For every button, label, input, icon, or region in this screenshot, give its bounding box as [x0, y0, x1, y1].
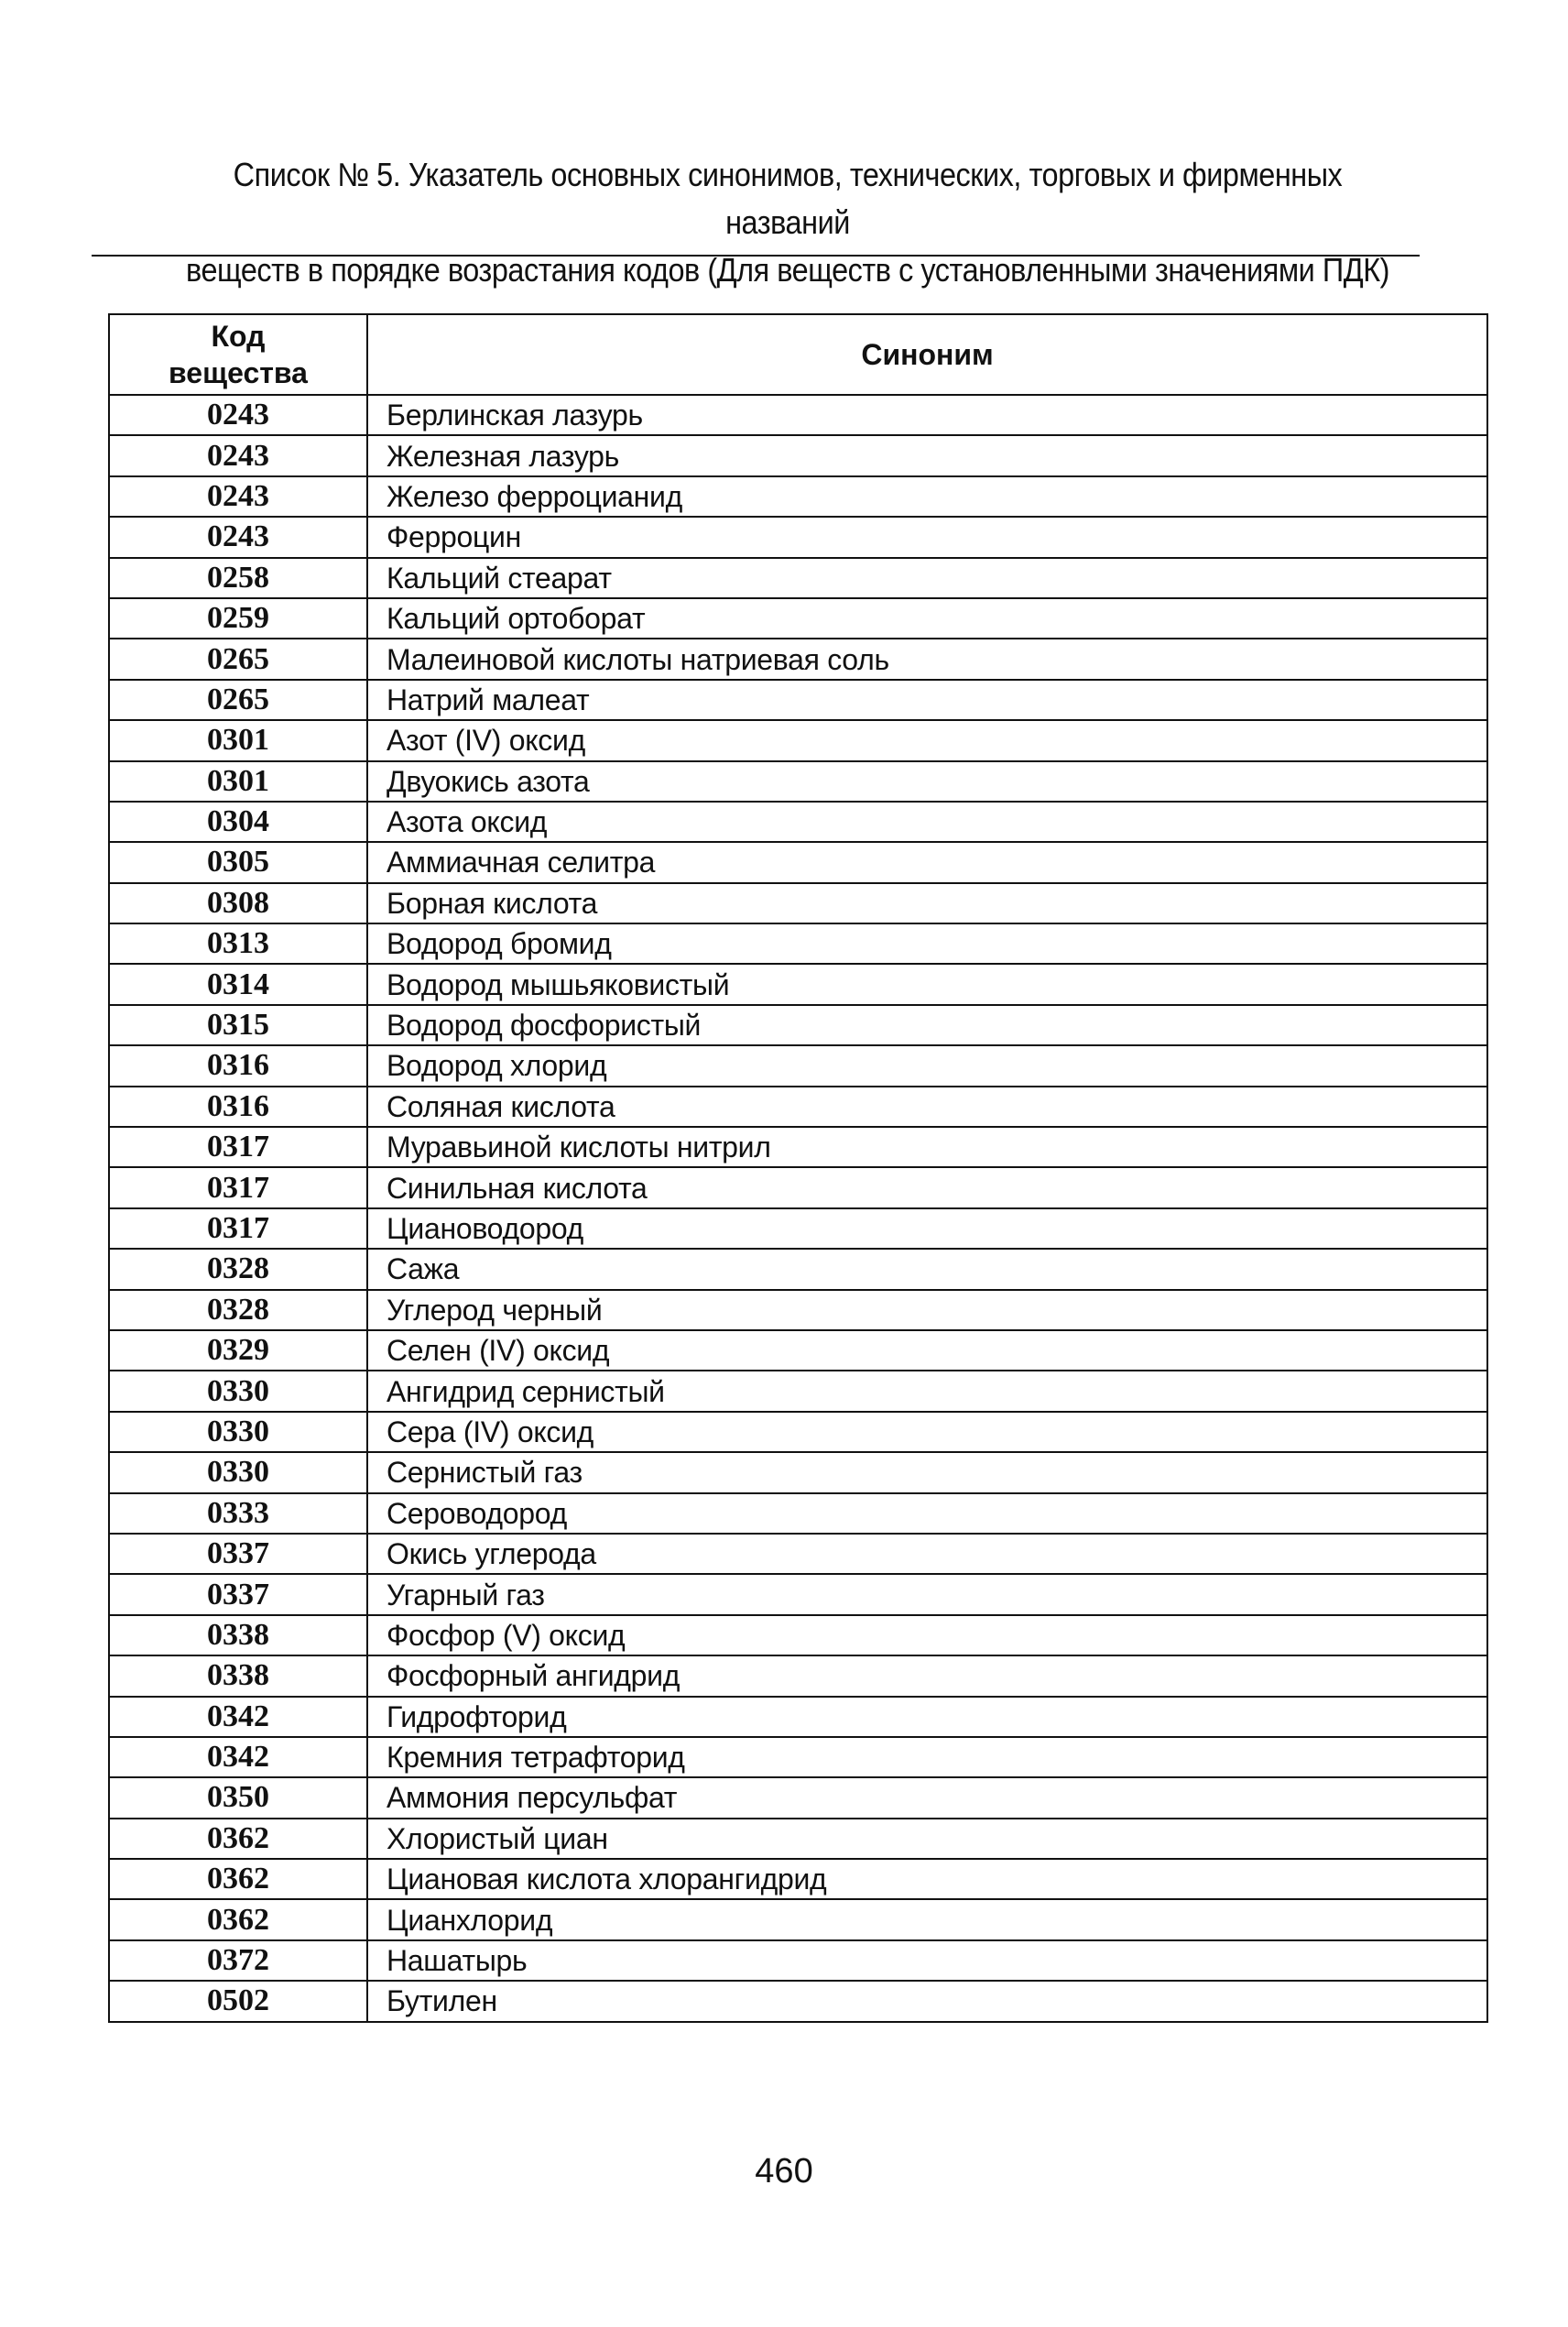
substance-code-cell: 0301: [109, 720, 367, 760]
table-row: [109, 1167, 1487, 1207]
table-body: [109, 395, 1487, 2022]
table-row: [109, 1452, 1487, 1492]
synonym-cell: Бутилен: [367, 1981, 1487, 2021]
synonym-cell: Кальций ортоборат: [367, 598, 1487, 639]
substance-code-cell: 0362: [109, 1899, 367, 1939]
table-row: [109, 1940, 1487, 1981]
synonym-cell: Борная кислота: [367, 883, 1487, 923]
substance-code-cell: 0243: [109, 476, 367, 517]
page-title: [169, 151, 1406, 294]
table-row: [109, 883, 1487, 923]
substance-code-cell: 0329: [109, 1330, 367, 1371]
table-row: [109, 1371, 1487, 1411]
synonym-cell: Муравьиной кислоты нитрил: [367, 1127, 1487, 1167]
synonym-cell: Кремния тетрафторид: [367, 1737, 1487, 1777]
substance-code-cell: 0337: [109, 1534, 367, 1574]
substance-code-cell: 0330: [109, 1452, 367, 1492]
synonym-cell: Берлинская лазурь: [367, 395, 1487, 435]
table-row: [109, 1127, 1487, 1167]
table-row: [109, 964, 1487, 1004]
synonym-cell: Водород бромид: [367, 923, 1487, 964]
synonym-cell: Ангидрид сернистый: [367, 1371, 1487, 1411]
synonym-cell: Водород мышьяковистый: [367, 964, 1487, 1004]
substance-code-cell: 0265: [109, 680, 367, 720]
synonym-cell: Циановодород: [367, 1208, 1487, 1249]
substance-code-cell: 0301: [109, 761, 367, 802]
substance-code-cell: 0338: [109, 1615, 367, 1655]
substance-code-cell: 0362: [109, 1859, 367, 1899]
substance-code-cell: 0502: [109, 1981, 367, 2021]
substance-code-cell: 0243: [109, 435, 367, 475]
substance-code-cell: 0316: [109, 1045, 367, 1086]
synonym-cell: Соляная кислота: [367, 1087, 1487, 1127]
synonym-cell: Железная лазурь: [367, 435, 1487, 475]
substance-code-cell: 0328: [109, 1249, 367, 1289]
synonym-cell: Гидрофторид: [367, 1697, 1487, 1737]
table-row: [109, 1655, 1487, 1696]
table-row: [109, 1005, 1487, 1045]
table-row: [109, 395, 1487, 435]
table-row: [109, 680, 1487, 720]
table-row: [109, 923, 1487, 964]
synonym-cell: Двуокись азота: [367, 761, 1487, 802]
substance-code-cell: 0314: [109, 964, 367, 1004]
substance-code-cell: 0317: [109, 1208, 367, 1249]
synonym-cell: Сероводород: [367, 1493, 1487, 1534]
synonym-cell: Ферроцин: [367, 517, 1487, 557]
synonym-cell: Сернистый газ: [367, 1452, 1487, 1492]
substance-code-cell: 0305: [109, 842, 367, 882]
substance-code-cell: 0315: [109, 1005, 367, 1045]
substance-code-cell: 0342: [109, 1737, 367, 1777]
synonym-cell: Углерод черный: [367, 1290, 1487, 1330]
table-row: [109, 1697, 1487, 1737]
synonym-cell: Аммония персульфат: [367, 1777, 1487, 1818]
substance-code-cell: 0243: [109, 517, 367, 557]
substance-code-cell: 0333: [109, 1493, 367, 1534]
table-row: [109, 1249, 1487, 1289]
synonym-cell: Селен (IV) оксид: [367, 1330, 1487, 1371]
table-row: [109, 1208, 1487, 1249]
substance-code-cell: 0362: [109, 1819, 367, 1859]
table-row: [109, 1981, 1487, 2021]
title-underline: [92, 255, 1420, 257]
synonym-cell: Нашатырь: [367, 1940, 1487, 1981]
synonym-cell: Фосфорный ангидрид: [367, 1655, 1487, 1696]
column-header-code-line-1: Код: [211, 320, 266, 353]
synonym-cell: Угарный газ: [367, 1574, 1487, 1614]
substance-code-cell: 0265: [109, 639, 367, 679]
table-row: [109, 476, 1487, 517]
synonym-cell: Азота оксид: [367, 802, 1487, 842]
synonym-cell: Синильная кислота: [367, 1167, 1487, 1207]
synonym-cell: Водород фосфористый: [367, 1005, 1487, 1045]
synonym-cell: Малеиновой кислоты натриевая соль: [367, 639, 1487, 679]
synonym-cell: Окись углерода: [367, 1534, 1487, 1574]
synonym-cell: Азот (IV) оксид: [367, 720, 1487, 760]
title-line-2: веществ в порядке возрастания кодов (Для веществ с установленными значениями ПДК): [186, 251, 1389, 289]
substance-code-cell: 0328: [109, 1290, 367, 1330]
table-row: [109, 1087, 1487, 1127]
synonym-cell: Фосфор (V) оксид: [367, 1615, 1487, 1655]
table-row: [109, 1737, 1487, 1777]
synonym-cell: Натрий малеат: [367, 680, 1487, 720]
table-row: [109, 435, 1487, 475]
title-line-1: Список № 5. Указатель основных синонимов, технических, торговых и фирменных названий: [233, 156, 1343, 241]
synonym-cell: Сажа: [367, 1249, 1487, 1289]
table-row: [109, 1290, 1487, 1330]
substance-code-cell: 0372: [109, 1940, 367, 1981]
synonym-cell: Железо ферроцианид: [367, 476, 1487, 517]
substance-code-cell: 0337: [109, 1574, 367, 1614]
table-row: [109, 1330, 1487, 1371]
table-row: [109, 558, 1487, 598]
table-row: [109, 1899, 1487, 1939]
synonym-cell: Цианхлорид: [367, 1899, 1487, 1939]
page-number: 460: [755, 2152, 813, 2190]
substance-code-cell: 0317: [109, 1127, 367, 1167]
substance-code-cell: 0304: [109, 802, 367, 842]
table-row: [109, 1819, 1487, 1859]
synonym-cell: Хлористый циан: [367, 1819, 1487, 1859]
table-row: [109, 1574, 1487, 1614]
synonym-cell: Водород хлорид: [367, 1045, 1487, 1086]
substance-code-cell: 0338: [109, 1655, 367, 1696]
substance-code-cell: 0258: [109, 558, 367, 598]
synonym-cell: Циановая кислота хлорангидрид: [367, 1859, 1487, 1899]
table-row: [109, 1493, 1487, 1534]
substance-code-cell: 0308: [109, 883, 367, 923]
column-header-code-line-2: вещества: [169, 356, 308, 389]
substance-code-cell: 0259: [109, 598, 367, 639]
table-row: [109, 802, 1487, 842]
table-row: [109, 1615, 1487, 1655]
table-row: [109, 1859, 1487, 1899]
table-row: [109, 598, 1487, 639]
synonym-cell: Кальций стеарат: [367, 558, 1487, 598]
substance-code-cell: 0350: [109, 1777, 367, 1818]
column-header-synonym: Синоним: [367, 314, 1487, 395]
substance-code-cell: 0243: [109, 395, 367, 435]
table-row: [109, 1777, 1487, 1818]
table-row: [109, 720, 1487, 760]
table-row: [109, 517, 1487, 557]
substance-code-cell: 0313: [109, 923, 367, 964]
synonym-cell: Сера (IV) оксид: [367, 1412, 1487, 1452]
substance-code-cell: 0330: [109, 1371, 367, 1411]
substance-code-cell: 0330: [109, 1412, 367, 1452]
substance-code-cell: 0342: [109, 1697, 367, 1737]
column-header-code: [109, 314, 367, 395]
table-row: [109, 842, 1487, 882]
table-row: [109, 761, 1487, 802]
synonyms-table: [108, 313, 1488, 2023]
substance-code-cell: 0316: [109, 1087, 367, 1127]
table-header-row: [109, 314, 1487, 395]
table-row: [109, 1412, 1487, 1452]
synonym-cell: Аммиачная селитра: [367, 842, 1487, 882]
table-row: [109, 639, 1487, 679]
table-row: [109, 1534, 1487, 1574]
table-row: [109, 1045, 1487, 1086]
substance-code-cell: 0317: [109, 1167, 367, 1207]
